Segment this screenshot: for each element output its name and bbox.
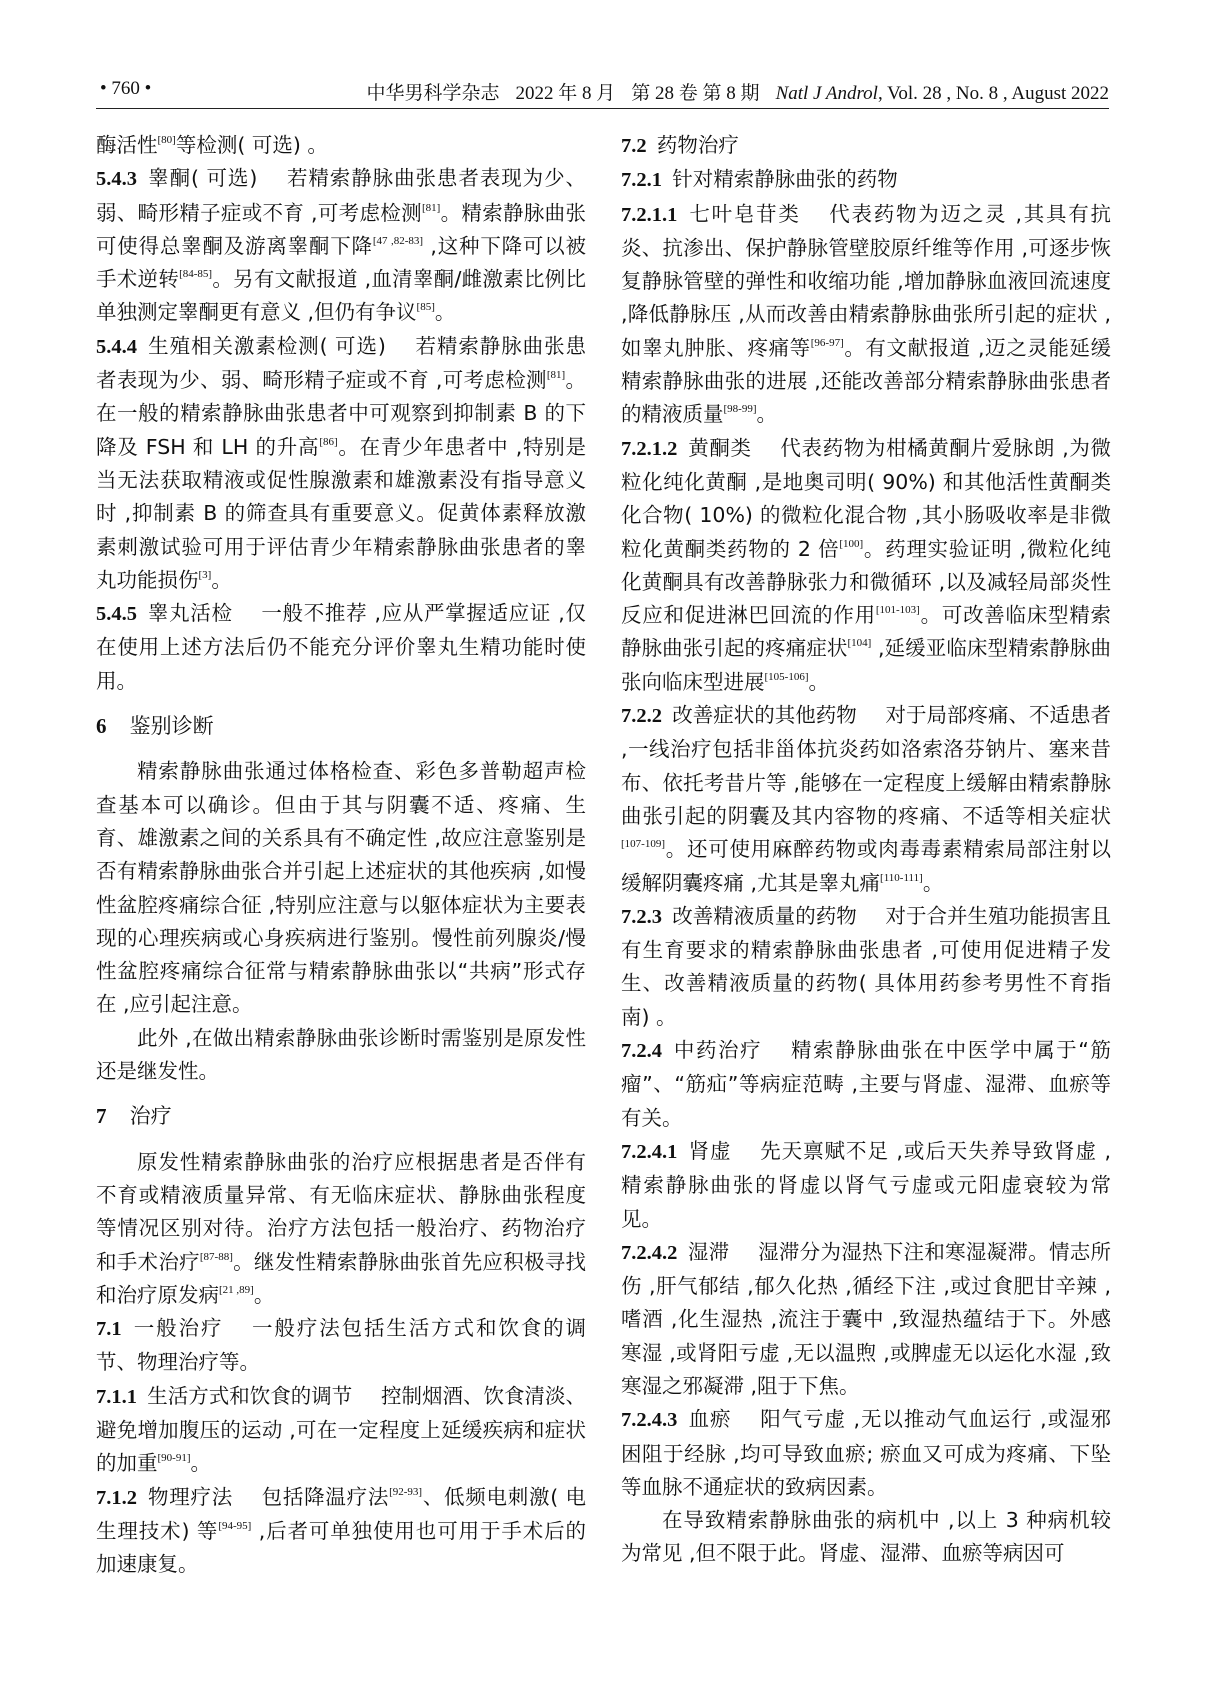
right-column	[621, 129, 1111, 1571]
section-number: 7.2	[621, 135, 647, 157]
citation-ref: [110-111]	[880, 871, 923, 884]
citation-ref: [105-106]	[764, 670, 809, 683]
section-title: 治疗	[129, 1104, 172, 1129]
section-number: 7.2.4	[621, 1040, 662, 1063]
citation-ref: [47 ,82-83]	[372, 234, 424, 247]
issue-date-cn: 2022 年 8 月	[515, 83, 616, 104]
citation-ref: [3]	[198, 568, 212, 581]
section-number: 6	[96, 714, 107, 739]
section-number: 7.1.1	[96, 1385, 137, 1408]
section-title: 睾酮( 可选)	[147, 166, 258, 191]
section-number: 7	[96, 1104, 107, 1129]
citation-ref: [21 ,89]	[219, 1283, 254, 1296]
section-title: 物理疗法	[147, 1484, 233, 1509]
citation-ref: [81]	[421, 201, 441, 214]
citation-ref: [98-99]	[723, 403, 757, 416]
section-title: 血瘀	[687, 1407, 732, 1432]
section-title: 黄酮类	[687, 435, 752, 460]
paragraph: 在导致精索静脉曲张的病机中 ,以上 3 种病机较为常见 ,但不限于此。肾虚、湿滞、血瘀等病因可	[621, 1508, 1111, 1566]
citation-ref: [94-95]	[218, 1519, 252, 1532]
section-title: 肾虚	[687, 1138, 732, 1163]
section-7-2-1-1: 7.2.1.1 七叶皂苷类 代表药物为迈之灵 ,其具有抗炎、抗渗出、保护静脉管壁胶原纤维等作用 ,可逐步恢复静脉管壁的弹性和收缩功能 ,增加静脉血液回流速度 ,降低静脉压 ,从而改善由精索静脉曲张所引起的症状 ,如睾丸肿胀、疼痛等[96-97]。有文献报道 ,迈之灵能延缓精索静脉曲张的进展 ,还能改善部分精索静脉曲张患者的精液质量[98-99]。	[621, 201, 1111, 427]
section-title: 中药治疗	[672, 1038, 763, 1063]
section-6-heading	[96, 710, 586, 743]
section-title: 生殖相关激素检测( 可选)	[147, 333, 386, 358]
citation-ref: [101-103]	[875, 604, 920, 617]
section-number: 7.2.1.2	[621, 437, 678, 460]
citation-ref: [107-109]	[621, 838, 665, 851]
page-number: • 760 •	[100, 78, 152, 99]
section-5-4-5: 5.4.5 睾丸活检 一般不推荐 ,应从严掌握适应证 ,仅在使用上述方法后仍不能充分评价睾丸生精功能时使用。	[96, 601, 586, 693]
section-7-1-1: 7.1.1 生活方式和饮食的调节 控制烟酒、饮食清淡、避免增加腹压的运动 ,可在一定程度上延缓疾病和症状的加重[90-91]。	[96, 1383, 587, 1476]
citation-ref: [84-85]	[179, 268, 213, 281]
citation-ref: [85]	[416, 301, 435, 314]
section-title: 七叶皂苷类	[687, 201, 801, 226]
section-7-2-4-3: 7.2.4.3 血瘀 阳气亏虚 ,无以推动气血运行 ,或湿邪困阻于经脉 ,均可导致血瘀; 瘀血又可成为疼痛、下坠等血脉不通症状的致病因素。	[621, 1407, 1111, 1499]
section-7-1-2: 7.1.2 物理疗法 包括降温疗法[92-93]、低频电刺激( 电生理技术) 等[94-95] ,后者可单独使用也可用于手术后的加速康复。	[96, 1484, 587, 1577]
journal-citation	[367, 78, 1109, 105]
journal-name-en: Natl J Androl	[775, 83, 878, 104]
paragraph: 此外 ,在做出精索静脉曲张诊断时需鉴别是原发性还是继发性。	[96, 1025, 586, 1084]
citation-ref: [100]	[839, 537, 864, 550]
section-number: 7.2.4.1	[621, 1140, 678, 1163]
section-7-2	[621, 129, 1111, 163]
section-7-2-1	[621, 163, 1111, 197]
citation-ref: [104]	[847, 637, 872, 650]
section-number: 5.4.3	[96, 168, 137, 191]
section-title: 药物治疗	[656, 133, 739, 157]
section-7-2-4-1: 7.2.4.1 肾虚 先天禀赋不足 ,或后天失养导致肾虚 ,精索静脉曲张的肾虚以肾气亏虚或元阳虚衰较为常见。	[621, 1138, 1111, 1231]
section-number: 7.2.1.1	[621, 203, 678, 226]
paragraph-continued: 酶活性[80]等检测( 可选) 。	[96, 133, 328, 157]
section-7-2-3: 7.2.3 改善精液质量的药物 对于合并生殖功能损害且有生育要求的精索静脉曲张患者 ,可使用促进精子发生、改善精液质量的药物( 具体用药参考男性不育指南) 。	[621, 903, 1111, 1029]
citation-ref: [81]	[546, 369, 566, 382]
section-title: 一般治疗	[131, 1316, 224, 1341]
section-number: 7.2.2	[621, 705, 662, 728]
citation-ref: [80]	[157, 134, 176, 146]
section-title: 改善精液质量的药物	[672, 903, 857, 928]
section-title: 针对精索静脉曲张的药物	[672, 167, 898, 192]
section-title: 鉴别诊断	[129, 714, 214, 739]
citation-ref: [90-91]	[157, 1452, 191, 1465]
citation-en: , Vol. 28 , No. 8 , August 2022	[877, 83, 1109, 104]
volume-issue-cn: 第 28 卷 第 8 期	[631, 83, 760, 104]
citation-ref: [86]	[319, 435, 338, 448]
section-number: 7.2.1	[621, 169, 662, 192]
section-7-heading	[96, 1100, 586, 1133]
left-column	[96, 129, 586, 1581]
section-title: 改善症状的其他药物	[672, 703, 857, 728]
section-title: 睾丸活检	[147, 601, 233, 626]
section-number: 7.1.2	[96, 1486, 137, 1509]
section-5-4-4: 5.4.4 生殖相关激素检测( 可选) 若精索静脉曲张患者表现为少、弱、畸形精子症或不育 ,可考虑检测[81]。在一般的精索静脉曲张患者中可观察到抑制素 B 的下降及 FSH 和 LH 的升高[86]。在青少年患者中 ,特别是当无法获取精液或促性腺激素和雄激素没有指导意义时 ,抑制素 B 的筛查具有重要意义。促黄体素释放激素刺激试验可用于评估青少年精索静脉曲张患者的睾丸功能损伤[3]。	[96, 333, 586, 592]
section-number: 7.1	[96, 1318, 122, 1341]
section-title: 湿滞	[687, 1239, 730, 1264]
running-header	[96, 72, 1109, 109]
citation-ref: [96-97]	[810, 336, 844, 349]
section-7-2-1-2: 7.2.1.2 黄酮类 代表药物为柑橘黄酮片爱脉朗 ,为微粒化纯化黄酮 ,是地奥司明( 90%) 和其他活性黄酮类化合物( 10%) 的微粒化混合物 ,其小肠吸收率是非微粒化黄酮类药物的 2 倍[100]。药理实验证明 ,微粒化纯化黄酮具有改善静脉张力和微循环 ,以及减轻局部炎性反应和促进淋巴回流的作用[101-103]。可改善临床型精索静脉曲张引起的疼痛症状[104] ,延缓亚临床型精索静脉曲张向临床型进展[105-106]。	[621, 435, 1112, 694]
section-7-2-4: 7.2.4 中药治疗 精索静脉曲张在中医学中属于“筋瘤”、“筋疝”等病症范畴 ,主要与肾虚、湿滞、血瘀等有关。	[621, 1038, 1112, 1130]
paragraph: 精索静脉曲张通过体格检查、彩色多普勒超声检查基本可以确诊。但由于其与阴囊不适、疼痛、生育、雄激素之间的关系具有不确定性 ,故应注意鉴别是否有精索静脉曲张合并引起上述症状的其他疾病 ,如慢性盆腔疼痛综合征 ,特别应注意与以躯体症状为主要表现的心理疾病或心身疾病进行鉴别。慢性前列腺炎/慢性盆腔疼痛综合征常与精索静脉曲张以“共病”形式存在 ,应引起注意。	[96, 759, 586, 1017]
section-number: 5.4.4	[96, 335, 137, 358]
section-number: 5.4.5	[96, 603, 137, 626]
section-number: 7.2.4.3	[621, 1409, 678, 1432]
citation-ref: [87-88]	[199, 1250, 233, 1263]
section-number: 7.2.3	[621, 905, 662, 928]
journal-name-cn: 中华男科学杂志	[366, 83, 500, 104]
citation-ref: [92-93]	[389, 1485, 423, 1498]
section-7-1: 7.1 一般治疗 一般疗法包括生活方式和饮食的调节、物理治疗等。	[96, 1316, 587, 1375]
section-5-4-3: 5.4.3 睾酮( 可选) 若精索静脉曲张患者表现为少、弱、畸形精子症或不育 ,可考虑检测[81]。精索静脉曲张可使得总睾酮及游离睾酮下降[47 ,82-83] ,这种下降可以被手术逆转[84-85]。另有文献报道 ,血清睾酮/雌激素比例比单独测定睾酮更有意义 ,但仍有争议[85]。	[96, 166, 586, 325]
section-7-2-4-2: 7.2.4.2 湿滞 湿滞分为湿热下注和寒湿凝滞。情志所伤 ,肝气郁结 ,郁久化热 ,循经下注 ,或过食肥甘辛辣 ,嗜酒 ,化生湿热 ,流注于囊中 ,致湿热蕴结于下。外感寒湿 ,或肾阳亏虚 ,无以温煦 ,或脾虚无以运化水湿 ,致寒湿之邪凝滞 ,阻于下焦。	[621, 1239, 1112, 1398]
section-7-2-2: 7.2.2 改善症状的其他药物 对于局部疼痛、不适患者 ,一线治疗包括非甾体抗炎药如洛索洛芬钠片、塞来昔布、依托考昔片等 ,能够在一定程度上缓解由精索静脉曲张引起的阴囊及其内容物的疼痛、不适等相关症状[107-109]。还可使用麻醉药物或肉毒毒素精索局部注射以缓解阴囊疼痛 ,尤其是睾丸痛[110-111]。	[621, 703, 1111, 895]
section-title: 生活方式和饮食的调节	[147, 1383, 353, 1408]
section-number: 7.2.4.2	[621, 1241, 678, 1264]
paragraph: 原发性精索静脉曲张的治疗应根据患者是否伴有不育或精液质量异常、有无临床症状、静脉曲张程度等情况区别对待。治疗方法包括一般治疗、药物治疗和手术治疗[87-88]。继发性精索静脉曲张首先应积极寻找和治疗原发病[21 ,89]。	[96, 1149, 587, 1307]
